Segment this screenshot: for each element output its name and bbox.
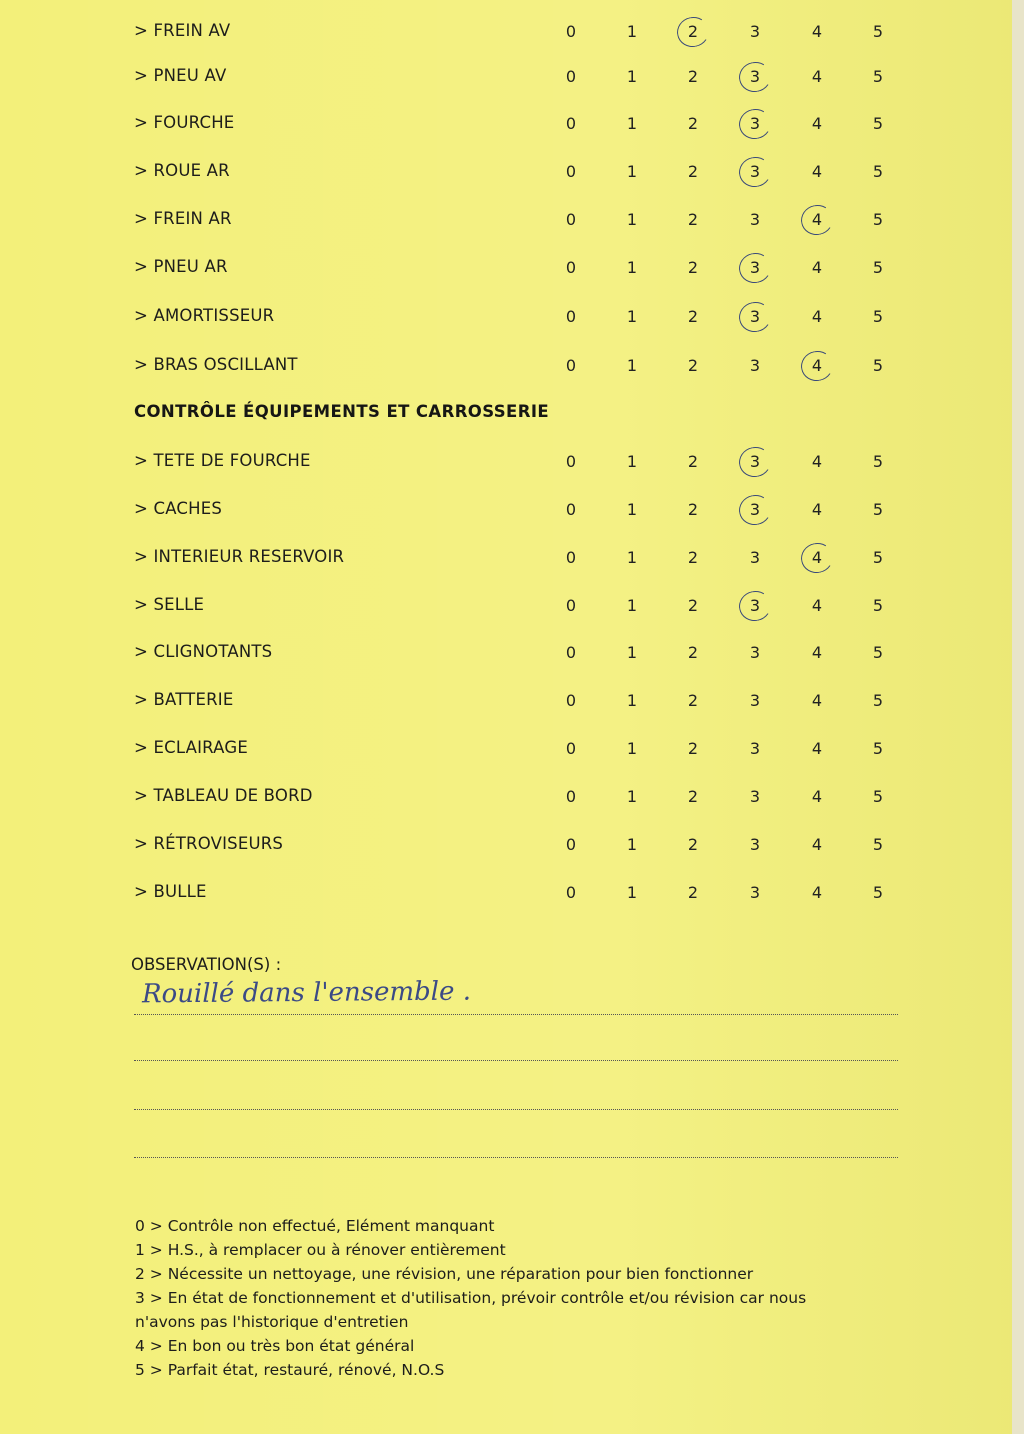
score-option[interactable]: 2 <box>687 307 699 326</box>
hand-drawn-circle <box>736 154 774 190</box>
score-option[interactable]: 0 <box>565 883 577 902</box>
score-option[interactable]: 5 <box>872 307 884 326</box>
score-option[interactable]: 2 <box>683 22 703 41</box>
score-option[interactable]: 5 <box>872 500 884 519</box>
score-option[interactable]: 1 <box>626 114 638 133</box>
score-option[interactable]: 5 <box>872 691 884 710</box>
rating-row <box>0 209 1012 239</box>
hand-drawn-circle <box>736 444 774 480</box>
score-option[interactable]: 4 <box>811 787 823 806</box>
score-legend <box>135 1214 895 1382</box>
dotted-line <box>134 1109 898 1110</box>
score-option[interactable]: 1 <box>626 210 638 229</box>
score-option[interactable]: 2 <box>687 258 699 277</box>
score-option[interactable]: 5 <box>872 548 884 567</box>
observations-title: OBSERVATION(S) : <box>131 955 282 974</box>
rating-row <box>0 834 1012 864</box>
score-option[interactable]: 2 <box>687 835 699 854</box>
row-label: > BRAS OSCILLANT <box>134 355 298 374</box>
score-option[interactable]: 1 <box>626 643 638 662</box>
rating-row <box>0 355 1012 385</box>
rating-row <box>0 690 1012 720</box>
score-option[interactable]: 0 <box>565 452 577 471</box>
hand-drawn-circle <box>736 299 774 335</box>
dotted-line <box>134 1157 898 1158</box>
score-option[interactable]: 3 <box>749 787 761 806</box>
score-option[interactable]: 0 <box>565 691 577 710</box>
row-label: > TETE DE FOURCHE <box>134 451 311 470</box>
row-label: > INTERIEUR RESERVOIR <box>134 547 345 566</box>
score-option[interactable]: 2 <box>687 452 699 471</box>
legend-line: 1 > H.S., à remplacer ou à rénover entièrement <box>135 1241 506 1259</box>
score-option[interactable]: 4 <box>811 883 823 902</box>
score-option[interactable]: 4 <box>811 835 823 854</box>
hand-drawn-circle <box>674 14 712 50</box>
score-option[interactable]: 5 <box>872 787 884 806</box>
score-option[interactable]: 0 <box>565 500 577 519</box>
rating-row <box>0 642 1012 672</box>
score-option[interactable]: 2 <box>687 548 699 567</box>
row-label: > SELLE <box>134 595 205 614</box>
score-option[interactable]: 2 <box>687 596 699 615</box>
score-option[interactable]: 2 <box>687 643 699 662</box>
score-option[interactable]: 4 <box>807 356 827 375</box>
score-option[interactable]: 2 <box>687 67 699 86</box>
row-label: > FREIN AR <box>134 209 232 228</box>
row-label: > TABLEAU DE BORD <box>134 786 313 805</box>
score-option[interactable]: 1 <box>626 162 638 181</box>
score-option[interactable]: 1 <box>626 67 638 86</box>
score-option[interactable]: 1 <box>626 258 638 277</box>
score-option[interactable]: 5 <box>872 356 884 375</box>
score-option[interactable]: 4 <box>811 258 823 277</box>
score-option[interactable]: 1 <box>626 883 638 902</box>
score-option[interactable]: 5 <box>872 835 884 854</box>
rating-row <box>0 547 1012 577</box>
score-option[interactable]: 4 <box>811 500 823 519</box>
legend-line: 3 > En état de fonctionnement et d'utilisation, prévoir contrôle et/ou révision car nous <box>135 1289 807 1307</box>
handwritten-observation: Rouillé dans l'ensemble . <box>141 976 472 1010</box>
rating-row <box>0 257 1012 287</box>
score-option[interactable]: 3 <box>749 691 761 710</box>
score-option[interactable]: 1 <box>626 739 638 758</box>
hand-drawn-circle <box>736 588 774 624</box>
score-option[interactable]: 4 <box>811 452 823 471</box>
score-option[interactable]: 3 <box>749 548 761 567</box>
score-option[interactable]: 5 <box>872 596 884 615</box>
rating-row <box>0 451 1012 481</box>
row-label: > ECLAIRAGE <box>134 738 248 757</box>
score-option[interactable]: 5 <box>872 452 884 471</box>
score-option[interactable]: 3 <box>745 114 765 133</box>
score-option[interactable]: 0 <box>565 258 577 277</box>
rating-row <box>0 113 1012 143</box>
score-option[interactable]: 2 <box>687 500 699 519</box>
score-option[interactable]: 3 <box>749 643 761 662</box>
score-option[interactable]: 4 <box>811 114 823 133</box>
score-option[interactable]: 0 <box>565 356 577 375</box>
score-option[interactable]: 0 <box>565 643 577 662</box>
score-option[interactable]: 4 <box>811 739 823 758</box>
row-label: > CACHES <box>134 499 223 518</box>
score-option[interactable]: 5 <box>872 883 884 902</box>
score-option[interactable]: 4 <box>811 691 823 710</box>
row-label: > BULLE <box>134 882 207 901</box>
score-option[interactable]: 3 <box>749 22 761 41</box>
score-option[interactable]: 1 <box>626 787 638 806</box>
score-option[interactable]: 5 <box>872 162 884 181</box>
rating-row <box>0 595 1012 625</box>
score-option[interactable]: 3 <box>745 596 765 615</box>
score-option[interactable]: 0 <box>565 596 577 615</box>
hand-drawn-circle <box>798 202 836 238</box>
score-option[interactable]: 0 <box>565 739 577 758</box>
score-option[interactable]: 3 <box>745 258 765 277</box>
score-option[interactable]: 5 <box>872 739 884 758</box>
table-edge <box>1012 0 1024 1434</box>
score-option[interactable]: 1 <box>626 452 638 471</box>
score-option[interactable]: 0 <box>565 162 577 181</box>
score-option[interactable]: 3 <box>745 452 765 471</box>
score-option[interactable]: 5 <box>872 114 884 133</box>
score-option[interactable]: 3 <box>749 739 761 758</box>
score-option[interactable]: 4 <box>811 307 823 326</box>
score-option[interactable]: 1 <box>626 500 638 519</box>
score-option[interactable]: 5 <box>872 258 884 277</box>
score-option[interactable]: 3 <box>749 835 761 854</box>
score-option[interactable]: 3 <box>745 500 765 519</box>
hand-drawn-circle <box>798 540 836 576</box>
rating-row <box>0 306 1012 336</box>
score-option[interactable]: 2 <box>687 691 699 710</box>
row-label: > AMORTISSEUR <box>134 306 275 325</box>
dotted-line <box>134 1060 898 1061</box>
score-option[interactable]: 4 <box>811 643 823 662</box>
hand-drawn-circle <box>736 106 774 142</box>
score-option[interactable]: 1 <box>626 548 638 567</box>
hand-drawn-circle <box>736 59 774 95</box>
score-option[interactable]: 5 <box>872 67 884 86</box>
hand-drawn-circle <box>798 348 836 384</box>
score-option[interactable]: 1 <box>626 596 638 615</box>
rating-row <box>0 161 1012 191</box>
score-option[interactable]: 0 <box>565 210 577 229</box>
rating-row <box>0 66 1012 96</box>
score-option[interactable]: 3 <box>749 210 761 229</box>
score-option[interactable]: 1 <box>626 356 638 375</box>
legend-line: n'avons pas l'historique d'entretien <box>135 1313 409 1331</box>
score-option[interactable]: 2 <box>687 210 699 229</box>
score-option[interactable]: 2 <box>687 114 699 133</box>
dotted-line <box>134 1014 898 1015</box>
legend-line: 4 > En bon ou très bon état général <box>135 1337 415 1355</box>
section-title: CONTRÔLE ÉQUIPEMENTS ET CARROSSERIE <box>134 402 550 421</box>
score-option[interactable]: 0 <box>565 67 577 86</box>
row-label: > BATTERIE <box>134 690 234 709</box>
row-label: > FREIN AV <box>134 21 231 40</box>
score-option[interactable]: 4 <box>811 162 823 181</box>
score-option[interactable]: 2 <box>687 356 699 375</box>
score-option[interactable]: 0 <box>565 22 577 41</box>
score-option[interactable]: 2 <box>687 787 699 806</box>
score-option[interactable]: 3 <box>749 883 761 902</box>
score-option[interactable]: 1 <box>626 691 638 710</box>
score-option[interactable]: 1 <box>626 835 638 854</box>
score-option[interactable]: 1 <box>626 22 638 41</box>
rating-row <box>0 21 1012 51</box>
score-option[interactable]: 4 <box>811 596 823 615</box>
score-option[interactable]: 0 <box>565 835 577 854</box>
score-option[interactable]: 0 <box>565 307 577 326</box>
score-option[interactable]: 5 <box>872 643 884 662</box>
row-label: > PNEU AV <box>134 66 227 85</box>
score-option[interactable]: 0 <box>565 114 577 133</box>
score-option[interactable]: 2 <box>687 883 699 902</box>
score-option[interactable]: 4 <box>811 67 823 86</box>
rating-row <box>0 499 1012 529</box>
rating-row <box>0 786 1012 816</box>
row-label: > ROUE AR <box>134 161 230 180</box>
score-option[interactable]: 3 <box>745 162 765 181</box>
legend-line: 5 > Parfait état, restauré, rénové, N.O.S <box>135 1361 445 1379</box>
row-label: > CLIGNOTANTS <box>134 642 273 661</box>
rating-row <box>0 738 1012 768</box>
score-option[interactable]: 0 <box>565 787 577 806</box>
score-option[interactable]: 0 <box>565 548 577 567</box>
row-label: > RÉTROVISEURS <box>134 834 284 853</box>
score-option[interactable]: 3 <box>749 356 761 375</box>
score-option[interactable]: 2 <box>687 162 699 181</box>
score-option[interactable]: 4 <box>811 22 823 41</box>
legend-line: 0 > Contrôle non effectué, Elément manquant <box>135 1217 495 1235</box>
score-option[interactable]: 4 <box>807 548 827 567</box>
score-option[interactable]: 5 <box>872 22 884 41</box>
rating-row <box>0 882 1012 912</box>
score-option[interactable]: 1 <box>626 307 638 326</box>
hand-drawn-circle <box>736 492 774 528</box>
score-option[interactable]: 5 <box>872 210 884 229</box>
row-label: > FOURCHE <box>134 113 235 132</box>
hand-drawn-circle <box>736 250 774 286</box>
score-option[interactable]: 3 <box>745 67 765 86</box>
row-label: > PNEU AR <box>134 257 228 276</box>
score-option[interactable]: 2 <box>687 739 699 758</box>
score-option[interactable]: 4 <box>807 210 827 229</box>
legend-line: 2 > Nécessite un nettoyage, une révision, une réparation pour bien fonctionner <box>135 1265 754 1283</box>
score-option[interactable]: 3 <box>745 307 765 326</box>
